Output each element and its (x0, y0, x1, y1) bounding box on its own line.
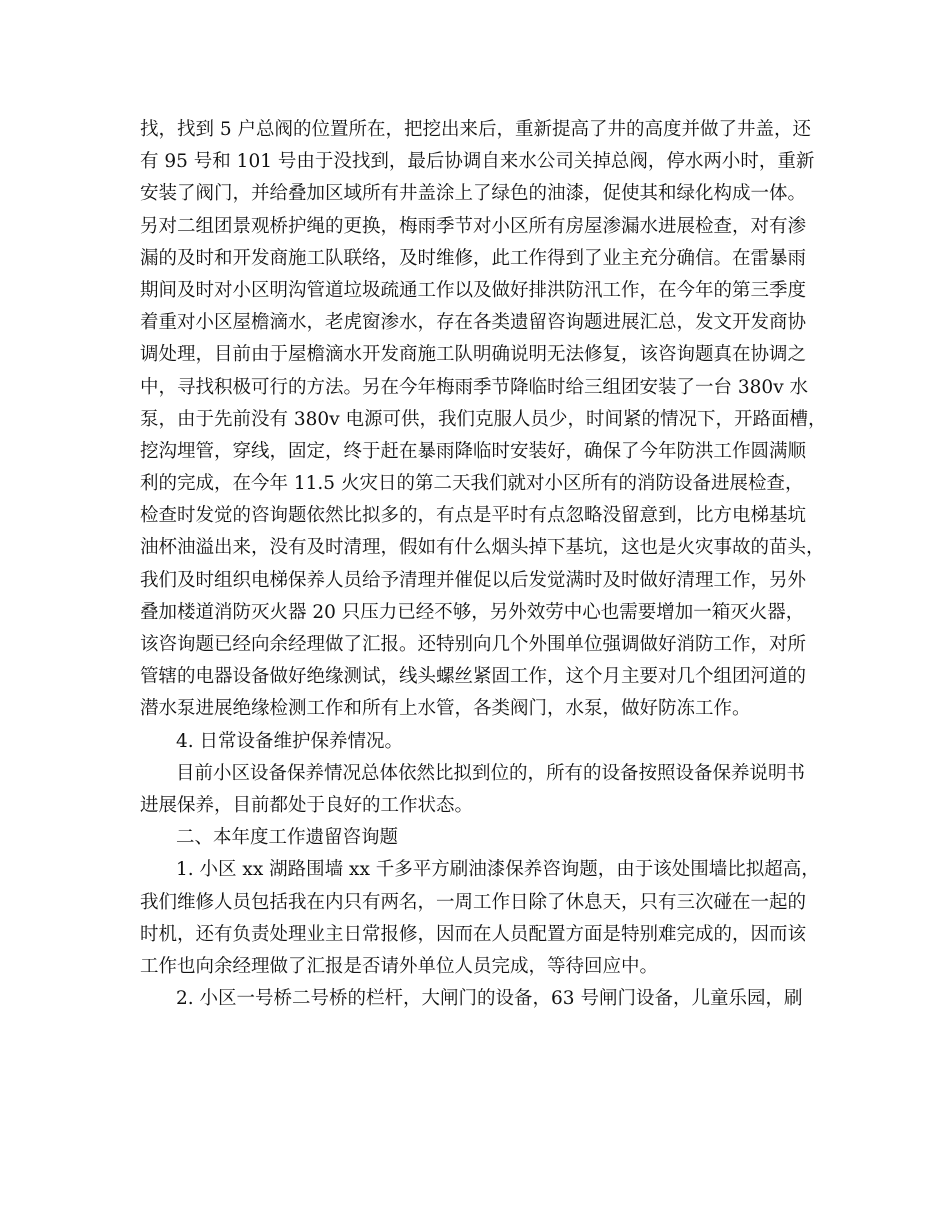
text-line: 潜水泵进展绝缘检测工作和所有上水管，各类阀门，水泵，做好防冻工作。 (140, 698, 751, 720)
text-line: 工作也向余经理做了汇报是否请外单位人员完成，等待回应中。 (140, 955, 659, 977)
text-line: 挖沟埋管，穿线，固定，终于赶在暴雨降临时安装好，确保了今年防洪工作圆满顺 (140, 440, 807, 462)
text-line: 我们维修人员包括我在内只有两名，一周工作日除了休息天，只有三次碰在一起的 (140, 891, 807, 913)
text-line: 利的完成，在今年 11.5 火灾日的第二天我们就对小区所有的消防设备进展检查， (140, 473, 804, 495)
text-line: 管辖的电器设备做好绝缘测试，线头螺丝紧固工作，这个月主要对几个组团河道的 (140, 666, 807, 688)
section-heading-4: 4. 日常设备维护保养情况。 (176, 730, 404, 752)
list-item-2: 2. 小区一号桥二号桥的栏杆，大闸门的设备，63 号闸门设备，儿童乐园，刷 (176, 988, 803, 1010)
text-line: 检查时发觉的咨询题依然比拟多的，有点是平时有点忽略没留意到，比方电梯基坑 (140, 505, 807, 527)
text-line: 泵，由于先前没有 380v 电源可供，我们克服人员少，时间紧的情况下，开路面槽， (140, 408, 827, 430)
text-line: 我们及时组织电梯保养人员给予清理并催促以后发觉满时及时做好清理工作，另外 (140, 569, 807, 591)
text-line: 漏的及时和开发商施工队联络，及时维修，此工作得到了业主充分确信。在雷暴雨 (140, 247, 807, 269)
text-line: 另对二组团景观桥护绳的更换，梅雨季节对小区所有房屋渗漏水进展检查，对有渗 (140, 215, 807, 237)
text-line: 该咨询题已经向余经理做了汇报。还特别向几个外围单位强调做好消防工作，对所 (140, 634, 807, 655)
text-line: 找，找到 5 户总阀的位置所在，把挖出来后，重新提高了井的高度并做了井盖，还 (140, 119, 812, 140)
text-line: 有 95 号和 101 号由于没找到，最后协调自来水公司关掉总阀，停水两小时，重新 (140, 151, 815, 173)
body-text (140, 114, 827, 1015)
text-line: 时机，还有负责处理业主日常报修，因而在人员配置方面是特别难完成的，因而该 (140, 923, 807, 945)
text-line: 进展保养，目前都处于良好的工作状态。 (140, 794, 474, 816)
text-line: 安装了阀门，并给叠加区域所有井盖涂上了绿色的油漆，促使其和绿化构成一体。 (140, 183, 807, 205)
text-line: 期间及时对小区明沟管道垃圾疏通工作以及做好排洪防汛工作，在今年的第三季度 (140, 279, 807, 301)
text-line: 中，寻找积极可行的方法。另在今年梅雨季节降临时给三组团安装了一台 380v 水 (140, 376, 809, 398)
text-line: 目前小区设备保养情况总体依然比拟到位的，所有的设备按照设备保养说明书 (176, 762, 806, 784)
text-line: 叠加楼道消防灭火器 20 只压力已经不够，另外效劳中心也需要增加一箱灭火器， (140, 601, 805, 623)
section-heading-2: 二、本年度工作遗留咨询题 (176, 827, 399, 849)
list-item-1: 1. 小区 xx 湖路围墙 xx 千多平方刷油漆保养咨询题，由于该处围墙比拟超高， (176, 859, 820, 881)
text-line: 调处理，目前由于屋檐滴水开发商施工队明确说明无法修复，该咨询题真在协调之 (140, 344, 807, 366)
text-line: 着重对小区屋檐滴水，老虎窗渗水，存在各类遗留咨询题进展汇总，发文开发商协 (140, 312, 807, 334)
text-line: 油杯油溢出来，没有及时清理，假如有什么烟头掉下基坑，这也是火灾事故的苗头， (140, 537, 825, 559)
